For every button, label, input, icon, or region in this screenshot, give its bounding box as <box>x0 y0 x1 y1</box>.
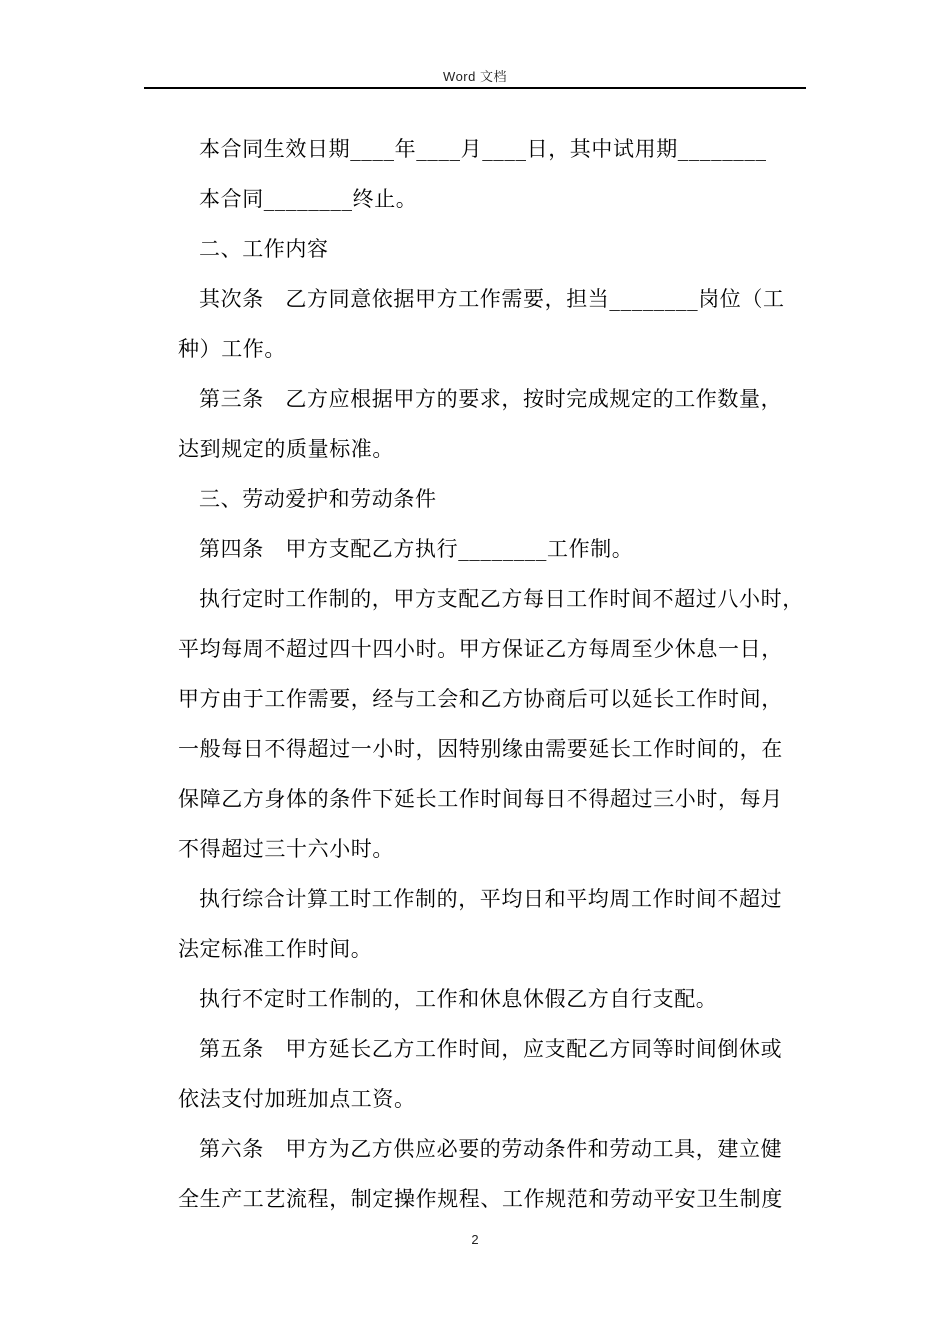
paragraph-line: 一般每日不得超过一小时，因特别缘由需要延长工作时间的，在 <box>178 737 783 761</box>
paragraph-line: 保障乙方身体的条件下延长工作时间每日不得超过三小时，每月 <box>178 787 783 811</box>
paragraph-line: 执行不定时工作制的，工作和休息休假乙方自行支配。 <box>199 987 718 1011</box>
paragraph-line: 全生产工艺流程，制定操作规程、工作规范和劳动平安卫生制度 <box>178 1187 783 1211</box>
paragraph-line: 第五条 甲方延长乙方工作时间，应支配乙方同等时间倒休或 <box>199 1037 783 1061</box>
paragraph-line: 甲方由于工作需要，经与工会和乙方协商后可以延长工作时间， <box>178 687 783 711</box>
paragraph-line: 依法支付加班加点工资。 <box>178 1087 416 1111</box>
page-header: Word 文档 <box>443 69 507 84</box>
page-number: 2 <box>471 1232 479 1247</box>
paragraph-line: 其次条 乙方同意依据甲方工作需要，担当________岗位（工 <box>199 287 785 311</box>
paragraph-line: 达到规定的质量标准。 <box>178 437 394 461</box>
section-heading: 二、工作内容 <box>199 237 329 261</box>
document-body <box>178 124 818 1224</box>
paragraph-line: 本合同生效日期____年____月____日，其中试用期________ <box>199 137 767 161</box>
header-divider <box>144 87 806 89</box>
paragraph-line: 第四条 甲方支配乙方执行________工作制。 <box>199 537 634 561</box>
paragraph-line: 本合同________终止。 <box>199 187 418 211</box>
paragraph-line: 第三条 乙方应根据甲方的要求，按时完成规定的工作数量， <box>199 387 783 411</box>
paragraph-line: 法定标准工作时间。 <box>178 937 373 961</box>
paragraph-line: 执行定时工作制的，甲方支配乙方每日工作时间不超过八小时， <box>199 587 804 611</box>
paragraph-line: 执行综合计算工时工作制的，平均日和平均周工作时间不超过 <box>199 887 783 911</box>
paragraph-line: 平均每周不超过四十四小时。甲方保证乙方每周至少休息一日， <box>178 637 783 661</box>
section-heading: 三、劳动爱护和劳动条件 <box>199 487 437 511</box>
paragraph-line: 不得超过三十六小时。 <box>178 837 394 861</box>
paragraph-line: 种）工作。 <box>178 337 286 361</box>
paragraph-line: 第六条 甲方为乙方供应必要的劳动条件和劳动工具，建立健 <box>199 1137 783 1161</box>
